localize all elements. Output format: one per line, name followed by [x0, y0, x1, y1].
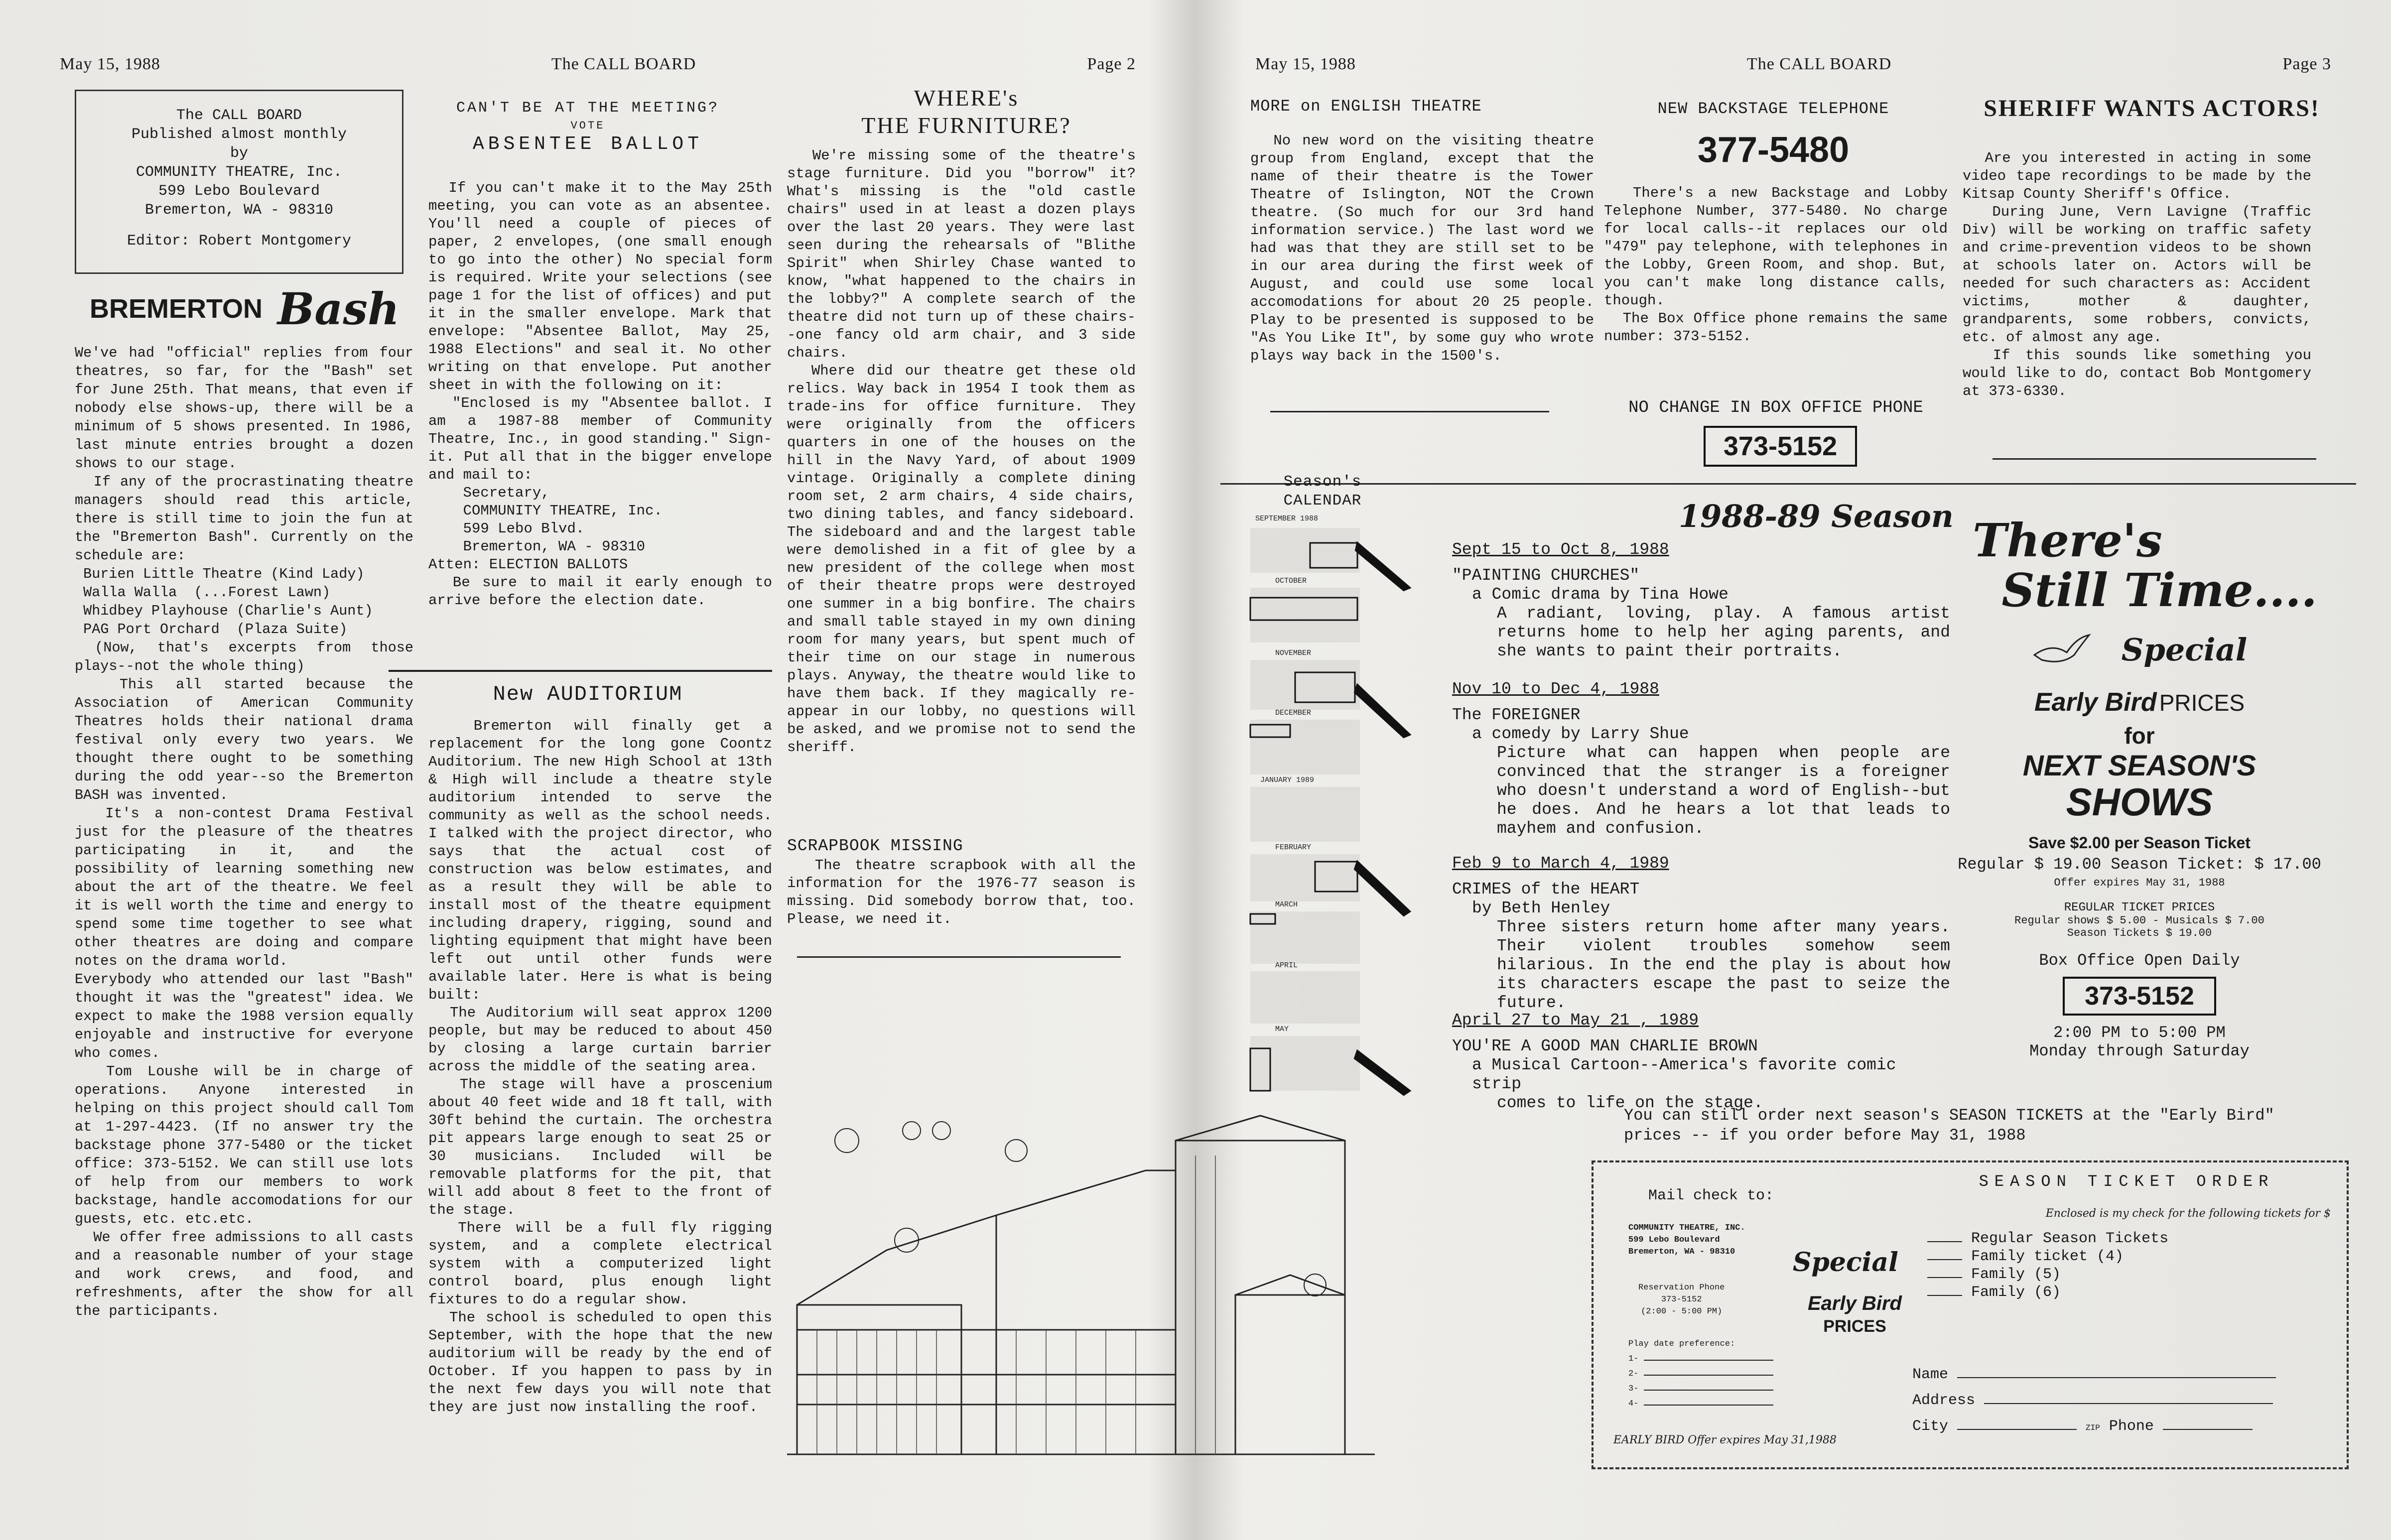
order-item[interactable]	[1927, 1248, 2168, 1266]
show-by: a comedy by Larry Shue	[1472, 725, 1689, 743]
show-by: a Musical Cartoon--America's favorite comic strip	[1472, 1056, 1896, 1093]
promo-prices-line: Regular $ 19.00 Season Ticket: $ 17.00	[1958, 855, 2321, 874]
box-office-number: 373-5152	[2063, 977, 2216, 1016]
furniture-head-2: THE FURNITURE?	[861, 113, 1071, 138]
preference-label: Play date preference:	[1628, 1339, 1735, 1349]
reservation-line: Reservation Phone	[1638, 1283, 1725, 1292]
order-enclosed: Enclosed is my check for the following tickets for $	[2045, 1207, 2331, 1220]
order-expires: EARLY BIRD Offer expires May 31,1988	[1613, 1434, 1837, 1446]
show-1	[1452, 540, 1950, 661]
masthead-line: 599 Lebo Boulevard	[158, 183, 320, 200]
promo-prices: PRICES	[2159, 690, 2245, 716]
order-item[interactable]	[1927, 1283, 2168, 1301]
bird-icon	[2032, 633, 2092, 667]
furniture-article: We're missing some of the theatre's stage furniture. Did you "borrow" it? What's missing is the "old castle chairs" used in at least a dozen plays over the last 20 years. They were last seen during the rehearsals of "Blithe Spirit" when Shirley Chase wanted to know, "what happened to the chairs in the lobby?" A complete search of the theatre did not turn up of these chairs--one fancy old arm chair, and 3 side chairs. Where did our theatre get these old relics. Way back in 1954 I took them as trade-ins for office furniture. They were originally from the officers quarters in one of the houses on the hill in the Navy Yard, of about 1909 vintage. Originally a complete dining room set, 2 arm chairs, 4 side chairs, two dining tables, and fancy sideboard. The sideboard and and the largest table were demolished in a fit of glee by a new president of the college when most of their theatre props were destroyed one summer in a big bonfire. The chairs and small table stayed in my own dining room for many years, but spent much of their time on our stage in numerous plays. Anyway, the theatre would like to have them back. If they magically re-appear in our lobby, no questions will be asked, and we promise not to send the sheriff.	[787, 147, 1136, 756]
order-address-line: Bremerton, WA - 98310	[1628, 1247, 1735, 1257]
calendar-month-label: MAY	[1275, 1025, 1289, 1033]
promo-line: SHOWS	[2066, 780, 2213, 824]
season-ticket-order-form	[1592, 1160, 2349, 1469]
divider	[389, 670, 772, 672]
reservation-phone	[1638, 1282, 1725, 1318]
bash-title	[90, 279, 399, 339]
mail-check-label: Mail check to:	[1648, 1187, 1774, 1204]
order-early-bird-line: Early Bird	[1808, 1292, 1902, 1314]
masthead-line: COMMUNITY THEATRE, Inc.	[135, 164, 343, 181]
header-page: Page 2	[1087, 55, 1136, 73]
show-desc: Three sisters return home after many years. Their violent troubles somehow seem hilarious. In the end the play is about how its characters escape the past to seize the future.	[1497, 918, 1950, 1012]
bash-title-b: Bash	[277, 283, 399, 335]
page-header	[60, 55, 1136, 85]
show-title: "PAINTING CHURCHES"	[1452, 566, 1640, 585]
box-office-number: 373-5152	[1704, 426, 1857, 467]
order-note: You can still order next season's SEASON TICKETS at the "Early Bird" prices -- if you order before May 31, 1988	[1624, 1106, 2284, 1145]
show-3	[1452, 854, 1950, 1013]
promo-special: Special	[2121, 632, 2248, 668]
order-address-line: COMMUNITY THEATRE, INC.	[1628, 1223, 1745, 1233]
reservation-line: 373-5152	[1661, 1295, 1702, 1304]
scrapbook-head: SCRAPBOOK MISSING	[787, 837, 963, 855]
promo-early-bird: Early Bird	[2034, 688, 2157, 717]
calendar-month-label: MARCH	[1275, 900, 1298, 909]
show-by: by Beth Henley	[1472, 899, 1610, 917]
ballot-head-2: VOTE	[570, 120, 605, 132]
show-title: CRIMES of the HEART	[1452, 880, 1640, 898]
english-article: No new word on the visiting theatre group from England, except that the name of their theatre is the Tower Theatre of Islington, NOT the Crown theatre. (So much for our 3rd hand information service.) The last word we had was that they are still set to be in our area during the first week of August, and could use some local accomodations for about 20 25 people. Play to be presented is supposed to be "As You Like It", by some guy who wrote plays way back in the 1500's.	[1250, 132, 1603, 364]
auditorium-article: Bremerton will finally get a replacement for the long gone Coontz Auditorium. The new High School at 13th & High will include a theatre style auditorium intended to serve the community as well as the school needs. I talked with the project director, who says that the actual cost of construction was below estimates, and as a result they will be able to install most of the theatre equipment including drapery, rigging, sound and lighting equipment that might have been left out until other funds were available later. Here is what is being built: The Auditorium will seat approx 1200 people, but may be reduced to about 450 by closing a large curtain barrier across the middle of the seating area. The stage will have a proscenium about 40 feet wide and 18 ft tall, with 30ft behind the curtain. The orchestra pit appears large enough to seat 25 or 30 musicians. Included will be removable platforms for the pit, that will add about 8 feet to the front of the stage. There will be a full fly rigging system, and a complete electrical system with a computerized light control board, plus enough light fixtures to do a regular show. The school is scheduled to open this September, with the hope that the new auditorium will be ready by the end of October. If you happen to pass by in the next few days you will note that they are just now installing the roof.	[428, 718, 773, 1415]
header-page: Page 3	[2282, 55, 2331, 73]
masthead-line: Bremerton, WA - 98310	[144, 202, 334, 219]
ballot-article: If you can't make it to the May 25th meeting, you can vote as an absentee. You'll need a couple of pieces of paper, 2 envelopes, (one small enough to go into the other) No special form is required. Write your selections (see page 1 for the list of offices) and put it in the smaller envelope. Mark that envelope: "Absentee Ballot, May 25, 1988 Elections" and seal it. No other writing on that envelope. Put another sheet in with the following on it: "Enclosed is my "Absentee ballot. I am a 1987-88 member of Community Theatre, Inc., in good standing." Sign-it. Put all that in the bigger envelope and mail to: Secretary, COMMUNITY THEATRE, Inc. 599 Lebo Blvd. Bremerton, WA - 98310 Atten: ELECTION BALLOTS Be sure to mail it early enough to arrive before the election date.	[428, 180, 772, 609]
calendar-month-label: OCTOBER	[1275, 577, 1307, 585]
masthead-editor: Editor: Robert Montgomery	[127, 233, 352, 250]
divider	[797, 956, 1121, 958]
order-item-label: Regular Season Tickets	[1971, 1230, 2169, 1247]
season-title: 1988-89 Season	[1679, 498, 1954, 534]
masthead-line: The CALL BOARD	[176, 107, 302, 124]
calendar-head-1: Season's	[1283, 473, 1362, 491]
backstage-head: NEW BACKSTAGE TELEPHONE	[1657, 100, 1889, 118]
calendar-month-label: SEPTEMBER 1988	[1255, 514, 1319, 523]
order-items[interactable]	[1927, 1230, 2168, 1301]
show-dates: Nov 10 to Dec 4, 1988	[1452, 680, 1659, 698]
reservation-line: (2:00 - 5:00 PM)	[1641, 1307, 1723, 1316]
show-dates: April 27 to May 21 , 1989	[1452, 1011, 1699, 1029]
scrapbook-article: The theatre scrapbook with all the information for the 1976-77 season is missing. Did somebody borrow that, too. Please, we need it.	[787, 857, 1145, 927]
promo-expires: Offer expires May 31, 1988	[2054, 877, 2225, 889]
promo-line: There's	[1973, 513, 2162, 567]
page-header	[1255, 55, 2331, 85]
masthead-line: Published almost monthly	[131, 126, 347, 143]
city-label: City	[1912, 1418, 1949, 1435]
show-desc: A radiant, loving, play. A famous artist returns home to help her aging parents, and she wants to paint their portraits.	[1497, 604, 1950, 660]
ballot-head-3: ABSENTEE BALLOT	[472, 133, 703, 155]
order-address-line: 599 Lebo Boulevard	[1628, 1235, 1720, 1245]
promo-line: NEXT SEASON'S	[2022, 750, 2257, 782]
box-office-hours: 2:00 PM to 5:00 PM	[2053, 1024, 2226, 1042]
backstage-number: 377-5480	[1697, 130, 1850, 170]
name-label: Name	[1912, 1366, 1949, 1383]
show-by: a Comic drama by Tina Howe	[1472, 585, 1728, 604]
masthead-line: by	[230, 145, 248, 162]
regular-prices-head: REGULAR TICKET PRICES	[2064, 901, 2215, 914]
backstage-article: There's a new Backstage and Lobby Telephone Number, 377-5480. No charge for local calls--it replaces our old "479" pay telephone, with telephones in the Lobby, Green Room, and shop. But, you can't make long distance calls, though. The Box Office phone remains the same number: 373-5152.	[1604, 185, 1948, 345]
address-field[interactable]	[1912, 1388, 2321, 1413]
promo-line: for	[2124, 723, 2155, 749]
show-2	[1452, 680, 1950, 838]
furniture-head-1: WHERE's	[914, 85, 1019, 111]
calendar-month-label: JANUARY 1989	[1260, 776, 1315, 784]
show-desc: Picture what can happen when people are convinced that the stranger is a foreigner who doesn't understand a word of English--but he does. And he hears a lot that leads to mayhem and confusion.	[1497, 744, 1950, 838]
show-title: YOU'RE A GOOD MAN CHARLIE BROWN	[1452, 1037, 1758, 1055]
divider	[1992, 458, 2316, 460]
order-item[interactable]	[1927, 1230, 2168, 1248]
auditorium-head: New AUDITORIUM	[493, 682, 683, 706]
calendar-month-label: DECEMBER	[1275, 709, 1312, 717]
page-3	[1196, 0, 2391, 1540]
bash-title-a: BREMERTON	[90, 294, 263, 324]
show-4	[1452, 1011, 1950, 1113]
regular-prices-line: Season Tickets $ 19.00	[2067, 927, 2212, 939]
regular-prices-line: Regular shows $ 5.00 - Musicals $ 7.00	[2014, 914, 2264, 927]
calendar-head-2: CALENDAR	[1283, 492, 1362, 510]
promo-line	[1938, 687, 2341, 717]
order-item-label: Family (5)	[1971, 1266, 2061, 1283]
zip-label: ZIP	[2086, 1423, 2100, 1432]
masthead-box	[75, 90, 403, 274]
order-early-bird	[1808, 1292, 1902, 1338]
early-bird-promo	[1938, 513, 2341, 1091]
show-desc: comes to life on the stage.	[1497, 1094, 1763, 1112]
ballot-head-1: CAN'T BE AT THE MEETING?	[456, 100, 720, 117]
show-dates: Sept 15 to Oct 8, 1988	[1452, 540, 1669, 559]
sheriff-article: Are you interested in acting in some video tape recordings to be made by the Kitsap County Sheriff's Office. During June, Vern Lavigne (Traffic Div) will be working on traffic safety and crime-prevention videos to be shown at schools later on. Actors will be needed for such characters as: Accident victims, mother & daughter, grandparents, some robbers, convicts, etc. of almost any age. If this sounds like something you would like to do, contact Bob Montgomery at 373-6330.	[1963, 150, 2311, 399]
bash-article: We've had "official" replies from four theatres, so far, for the "Bash" set for June 25th. That means, that even if nobody else shows-up, there will be a minimum of 5 shows presented. In 1986, last minute entries brought a dozen shows to our stage. If any of the procrastinating theatre managers should read this article, there is still time to join the fun at the "Bremerton Bash". Currently on the schedule are: Burien Little Theatre (Kind Lady) Walla Walla (...Forest Lawn) Whidbey Playhouse (Charlie's Aunt) PAG Port Orchard (Plaza Suite) (Now, that's excerpts from those plays--not the whole thing) This all started because the Association of American Community Theatres holds their national drama festival only every two years. We thought there ought to be something during the odd year--so the Bremerton BASH was invented. It's a non-contest Drama Festival just for the pleasure of the theatres participating in it, and the possibility of learning something new about the art of the theatre. We feel it is well worth the time and energy to spend some time together to see what other theatres are doing and compare notes on the drama world. Everybody who attended our last "Bash" thought it was the "greatest" idea. We expect to make the 1988 version equally enjoyable and instructive for everyone who comes. Tom Loushe will be in charge of operations. Anyone interested in helping on this project should call Tom at 1-297-4423. (If no answer try the backstage phone 377-5480 or the ticket office: 373-5152. We can still use lots of help from our members to work backstage, handle accomodations for our guests, etc. etc.etc. We offer free admissions to all casts and a reasonable number of your stage and work crews, and food, and refreshments, after the show for all the participants.	[75, 345, 413, 1319]
header-paper: The CALL BOARD	[1746, 55, 1892, 73]
order-title: SEASON TICKET ORDER	[1979, 1172, 2274, 1191]
order-item[interactable]	[1927, 1266, 2168, 1283]
sheriff-head: SHERIFF WANTS ACTORS!	[1984, 95, 2320, 122]
order-prices: PRICES	[1823, 1317, 1886, 1336]
header-date: May 15, 1988	[60, 55, 160, 73]
english-head: MORE on ENGLISH THEATRE	[1250, 97, 1482, 116]
calendar-month-label: FEBRUARY	[1275, 843, 1312, 852]
promo-line: Still Time....	[2001, 563, 2317, 617]
address-label: Address	[1912, 1392, 1976, 1409]
name-field[interactable]	[1912, 1362, 2321, 1388]
order-item-label: Family (6)	[1971, 1284, 2061, 1301]
order-item-label: Family ticket (4)	[1971, 1248, 2124, 1265]
season-calendar	[1245, 513, 1455, 1106]
header-paper: The CALL BOARD	[551, 55, 696, 73]
city-field[interactable]	[1912, 1413, 2321, 1441]
calendar-month-label: APRIL	[1275, 961, 1298, 970]
show-dates: Feb 9 to March 4, 1989	[1452, 854, 1669, 873]
promo-save: Save $2.00 per Season Ticket	[2028, 834, 2251, 852]
header-date: May 15, 1988	[1255, 55, 1356, 73]
box-office-days: Monday through Saturday	[2029, 1042, 2250, 1060]
order-contact-fields[interactable]	[1912, 1362, 2321, 1441]
box-office-open: Box Office Open Daily	[2039, 951, 2240, 970]
calendar-month-label: NOVEMBER	[1275, 649, 1312, 657]
order-address	[1628, 1222, 1745, 1258]
box-office-notice: NO CHANGE IN BOX OFFICE PHONE	[1628, 398, 1923, 417]
order-special: Special	[1793, 1247, 1898, 1278]
play-date-preference: Play date preference: 1- 2- 3- 4-	[1628, 1337, 1773, 1412]
divider	[1270, 411, 1549, 412]
phone-label: Phone	[2109, 1418, 2154, 1435]
show-title: The FOREIGNER	[1452, 706, 1581, 724]
